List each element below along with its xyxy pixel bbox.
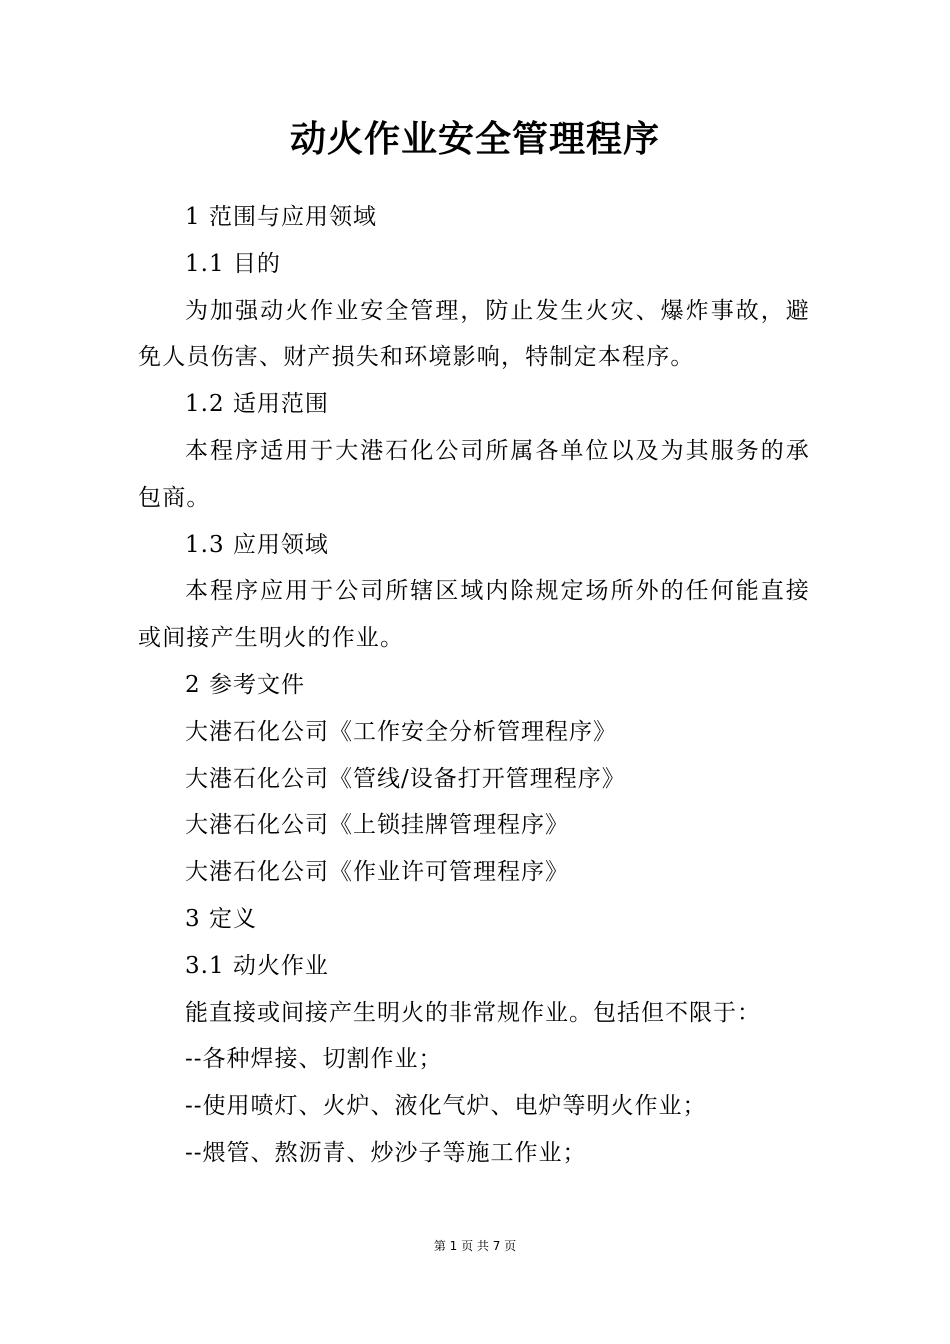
page-title: 动火作业安全管理程序	[289, 119, 660, 160]
section-3-heading: 3 定义	[185, 905, 257, 932]
reference-item: 大港石化公司《管线/设备打开管理程序》	[185, 765, 626, 792]
section-2-heading: 2 参考文件	[185, 671, 305, 698]
section-1-3-heading: 1.3 应用领域	[185, 531, 329, 558]
section-3-1-heading: 3.1 动火作业	[185, 952, 329, 979]
section-1-heading: 1 范围与应用领域	[185, 204, 377, 230]
section-1-1-heading: 1.1 目的	[185, 250, 281, 277]
section-1-2-heading: 1.2 适用范围	[185, 391, 329, 418]
section-1-2-paragraph: 本程序适用于大港石化公司所属各单位以及为其服务的承包商。	[138, 437, 810, 511]
definition-list-item: --使用喷灯、火炉、液化气炉、电炉等明火作业；	[185, 1093, 707, 1120]
section-1-3-paragraph: 本程序应用于公司所辖区域内除规定场所外的任何能直接或间接产生明火的作业。	[138, 578, 810, 652]
document-body	[138, 194, 810, 1177]
page-footer: 第 1 页 共 7 页	[433, 1239, 517, 1253]
reference-item: 大港石化公司《工作安全分析管理程序》	[185, 718, 617, 745]
reference-item: 大港石化公司《作业许可管理程序》	[185, 859, 569, 886]
section-1-1-paragraph: 为加强动火作业安全管理，防止发生火灾、爆炸事故，避免人员伤害、财产损失和环境影响，特制定本程序。	[138, 297, 810, 371]
section-3-1-paragraph: 能直接或间接产生明火的非常规作业。包括但不限于：	[185, 999, 761, 1026]
definition-list-item: --各种焊接、切割作业；	[185, 1046, 443, 1073]
definition-list-item: --煨管、熬沥青、炒沙子等施工作业；	[185, 1139, 587, 1166]
reference-item: 大港石化公司《上锁挂牌管理程序》	[185, 812, 569, 839]
